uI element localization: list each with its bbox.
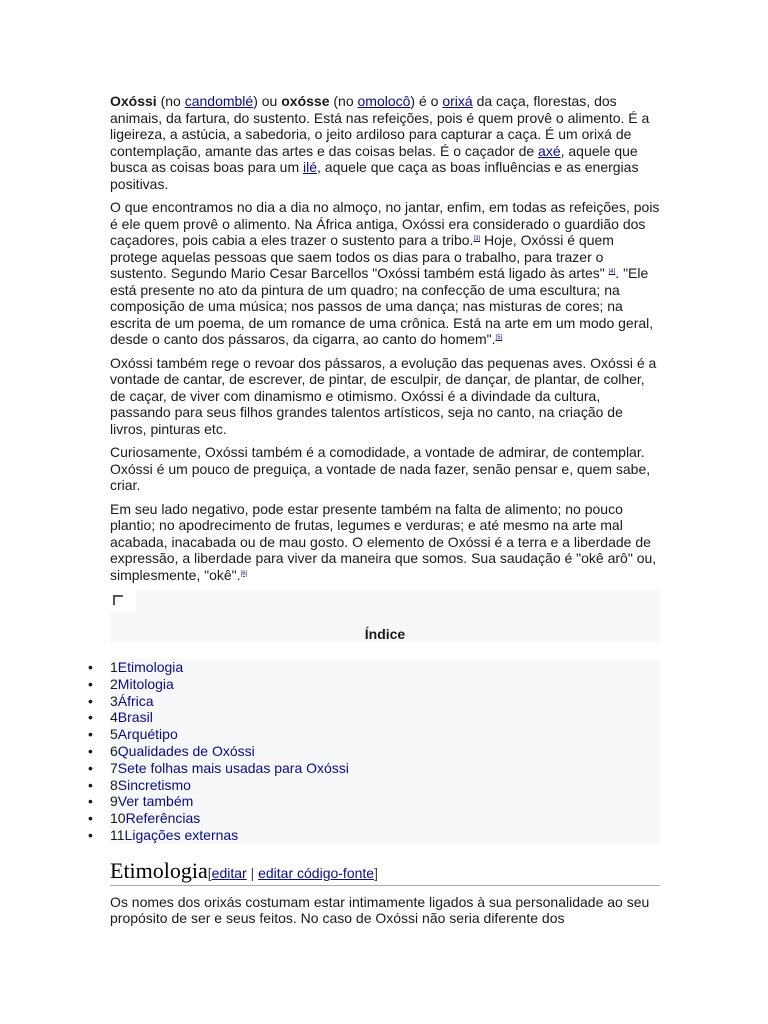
toc-link[interactable]: Qualidades de Oxóssi [117, 742, 255, 759]
bullet-icon: • [88, 793, 93, 810]
section-title: Etimologia [110, 857, 208, 883]
toc-item-brasil[interactable] [88, 709, 660, 726]
text-run: da caça, florestas, dos animais, da fartura, do sustento. Está nas refeições, pois é quem provê o alimento. É a ligeireza, a astúcia, a sabedoria, o jeito ardiloso para capturar a caça. É um orixá de contemplação, amante das artes e das coisas belas. É o caçador de [110, 93, 650, 159]
toc-number: 11 [110, 826, 125, 843]
toc-item-etimologia[interactable] [88, 659, 660, 676]
toc-link[interactable]: Ligações externas [124, 826, 239, 843]
toc-number: 1 [110, 659, 118, 675]
paragraph-negative [110, 501, 660, 584]
bullet-icon: • [88, 726, 93, 743]
link-ile[interactable]: ilé [303, 159, 318, 175]
checkbox-icon [113, 595, 123, 605]
paragraph-comfort: Curiosamente, Oxóssi também é a comodidade, a vontade de admirar, de contemplar. Oxóssi é um pouco de preguiça, a vontade de nada fazer, senão pensar e, quem sabe, criar. [110, 444, 651, 493]
term-oxosse: oxósse [281, 93, 330, 109]
link-orixa[interactable]: orixá [442, 93, 473, 109]
toc-link[interactable]: Arquétipo [117, 726, 178, 743]
bullet-icon: • [88, 692, 93, 709]
separator: | [246, 864, 259, 881]
toc-link[interactable]: África [117, 692, 154, 709]
bullet-icon: • [88, 659, 93, 675]
toc-link[interactable]: Mitologia [117, 675, 174, 692]
bracket: [ [207, 864, 212, 881]
toc-link[interactable]: Referências [125, 810, 201, 827]
intro-paragraph [110, 93, 660, 192]
toc-toggle-checkbox[interactable] [110, 590, 136, 612]
toc-link[interactable]: Etimologia [117, 659, 184, 675]
text-run: Hoje, Oxóssi é quem protege aquelas pessoas que saem todos os dias para o trabalho, para trazer o sustento. Segundo Mario Cesar Barcellos "Oxóssi também está ligado às artes" [110, 232, 614, 281]
reference-link[interactable]: [4] [608, 269, 616, 275]
article-body [88, 93, 660, 934]
text-run: ) ou [253, 93, 282, 109]
bullet-icon: • [88, 742, 93, 759]
toc-link[interactable]: Sincretismo [117, 776, 191, 793]
text-run: (no [156, 93, 185, 109]
paragraph-daily-food [110, 199, 660, 348]
bracket: ] [374, 864, 378, 881]
toc-item-sincretismo[interactable] [88, 776, 660, 794]
text-run: (no [329, 93, 358, 109]
text-run: , aquele que caça as boas influências e as energias positivas. [110, 159, 639, 192]
toc-number: 10 [110, 810, 126, 827]
reference-6[interactable] [241, 571, 248, 577]
toc-item-africa[interactable] [88, 692, 660, 710]
paragraph-birds: Oxóssi também rege o revoar dos pássaros, a evolução das pequenas aves. Oxóssi é a vontade de cantar, de escrever, de pintar, de esculpir, de dançar, de plantar, de colher, de caçar, de viver com dinamismo e otimismo. Oxóssi é a divindade da cultura, passando para seus filhos grandes talentos artísticos, seja no canto, na criação de livros, pinturas etc. [110, 354, 657, 437]
toc-number: 3 [110, 692, 118, 709]
text-run: . "Ele está presente no ato da pintura de um quadro; na confecção de uma escultura; na composição de uma música; nos passos de uma dança; nas misturas de cores; na escrita de um poema, de um romance de uma crônica. Está na arte em um modo geral, desde o canto dos pássaros, da cigarra, ao canto do homem". [110, 265, 654, 347]
toc-number: 9 [110, 793, 118, 810]
toc-item-referencias[interactable] [88, 810, 660, 827]
bullet-icon: • [88, 826, 93, 843]
text-run: O que encontramos no dia a dia no almoço, no jantar, enfim, em todas as refeições, pois é ele quem provê o alimento. Na África antiga, Oxóssi era considerado o guardião dos caçadores, pois cabia a eles trazer o sustento para a tribo. [110, 199, 660, 248]
reference-5[interactable] [496, 335, 503, 341]
section-heading [110, 858, 660, 886]
bullet-icon: • [88, 776, 93, 793]
reference-link[interactable]: [5] [495, 335, 503, 341]
toc-item-arquetipo[interactable] [88, 726, 660, 743]
reference-link[interactable]: [3] [473, 236, 481, 242]
reference-link[interactable]: [6] [240, 570, 248, 577]
edit-link[interactable]: editar [211, 864, 247, 881]
toc-number: 4 [110, 709, 118, 726]
link-axe[interactable]: axé [538, 142, 561, 159]
text-run: , aquele que busca as coisas boas para um [110, 142, 638, 175]
bullet-icon: • [88, 675, 93, 692]
toc-link[interactable]: Ver também [117, 793, 194, 810]
toc-item-ligacoes-externas[interactable] [88, 826, 660, 844]
toc-title: Índice [364, 626, 406, 642]
term-oxossi: Oxóssi [110, 93, 157, 109]
toc-item-qualidades[interactable] [88, 742, 660, 760]
section-edit-links [208, 865, 378, 881]
table-of-contents-header [110, 590, 660, 642]
toc-number: 2 [110, 675, 118, 692]
section-body-paragraph: Os nomes dos orixás costumam estar intimamente ligados à sua personalidade ao seu propósito de ser e seus feitos. No caso de Oxóssi não seria diferente dos [110, 893, 650, 927]
edit-source-link[interactable]: editar código-fonte [258, 864, 375, 881]
toc-link[interactable]: Sete folhas mais usadas para Oxóssi [117, 759, 349, 776]
text-run: Em seu lado negativo, pode estar presente também na falta de alimento; no pouco plantio; no apodrecimento de frutas, legumes e verduras; e até mesmo na arte mal acabada, inacabada ou de mau gosto. O elemento de Oxóssi é a terra e a liberdade de expressão, a liberdade para viver da maneira que somos. Sua saudação é "okê arô" ou, simplesmente, "okê". [110, 500, 657, 583]
bullet-icon: • [88, 810, 93, 827]
bullet-icon: • [88, 759, 93, 776]
toc-number: 5 [110, 726, 118, 743]
toc-number: 7 [110, 759, 118, 776]
toc-list [88, 659, 660, 844]
link-candomble[interactable]: candomblé [184, 93, 254, 109]
toc-number: 6 [110, 742, 118, 759]
bullet-icon: • [88, 709, 93, 726]
toc-item-mitologia[interactable] [88, 675, 660, 693]
link-omoloco[interactable]: omolocô [357, 93, 411, 109]
toc-item-sete-folhas[interactable] [88, 759, 660, 777]
toc-link[interactable]: Brasil [117, 709, 153, 726]
toc-number: 8 [110, 776, 118, 793]
toc-item-ver-tambem[interactable] [88, 793, 660, 810]
text-run: ) é o [410, 93, 443, 109]
